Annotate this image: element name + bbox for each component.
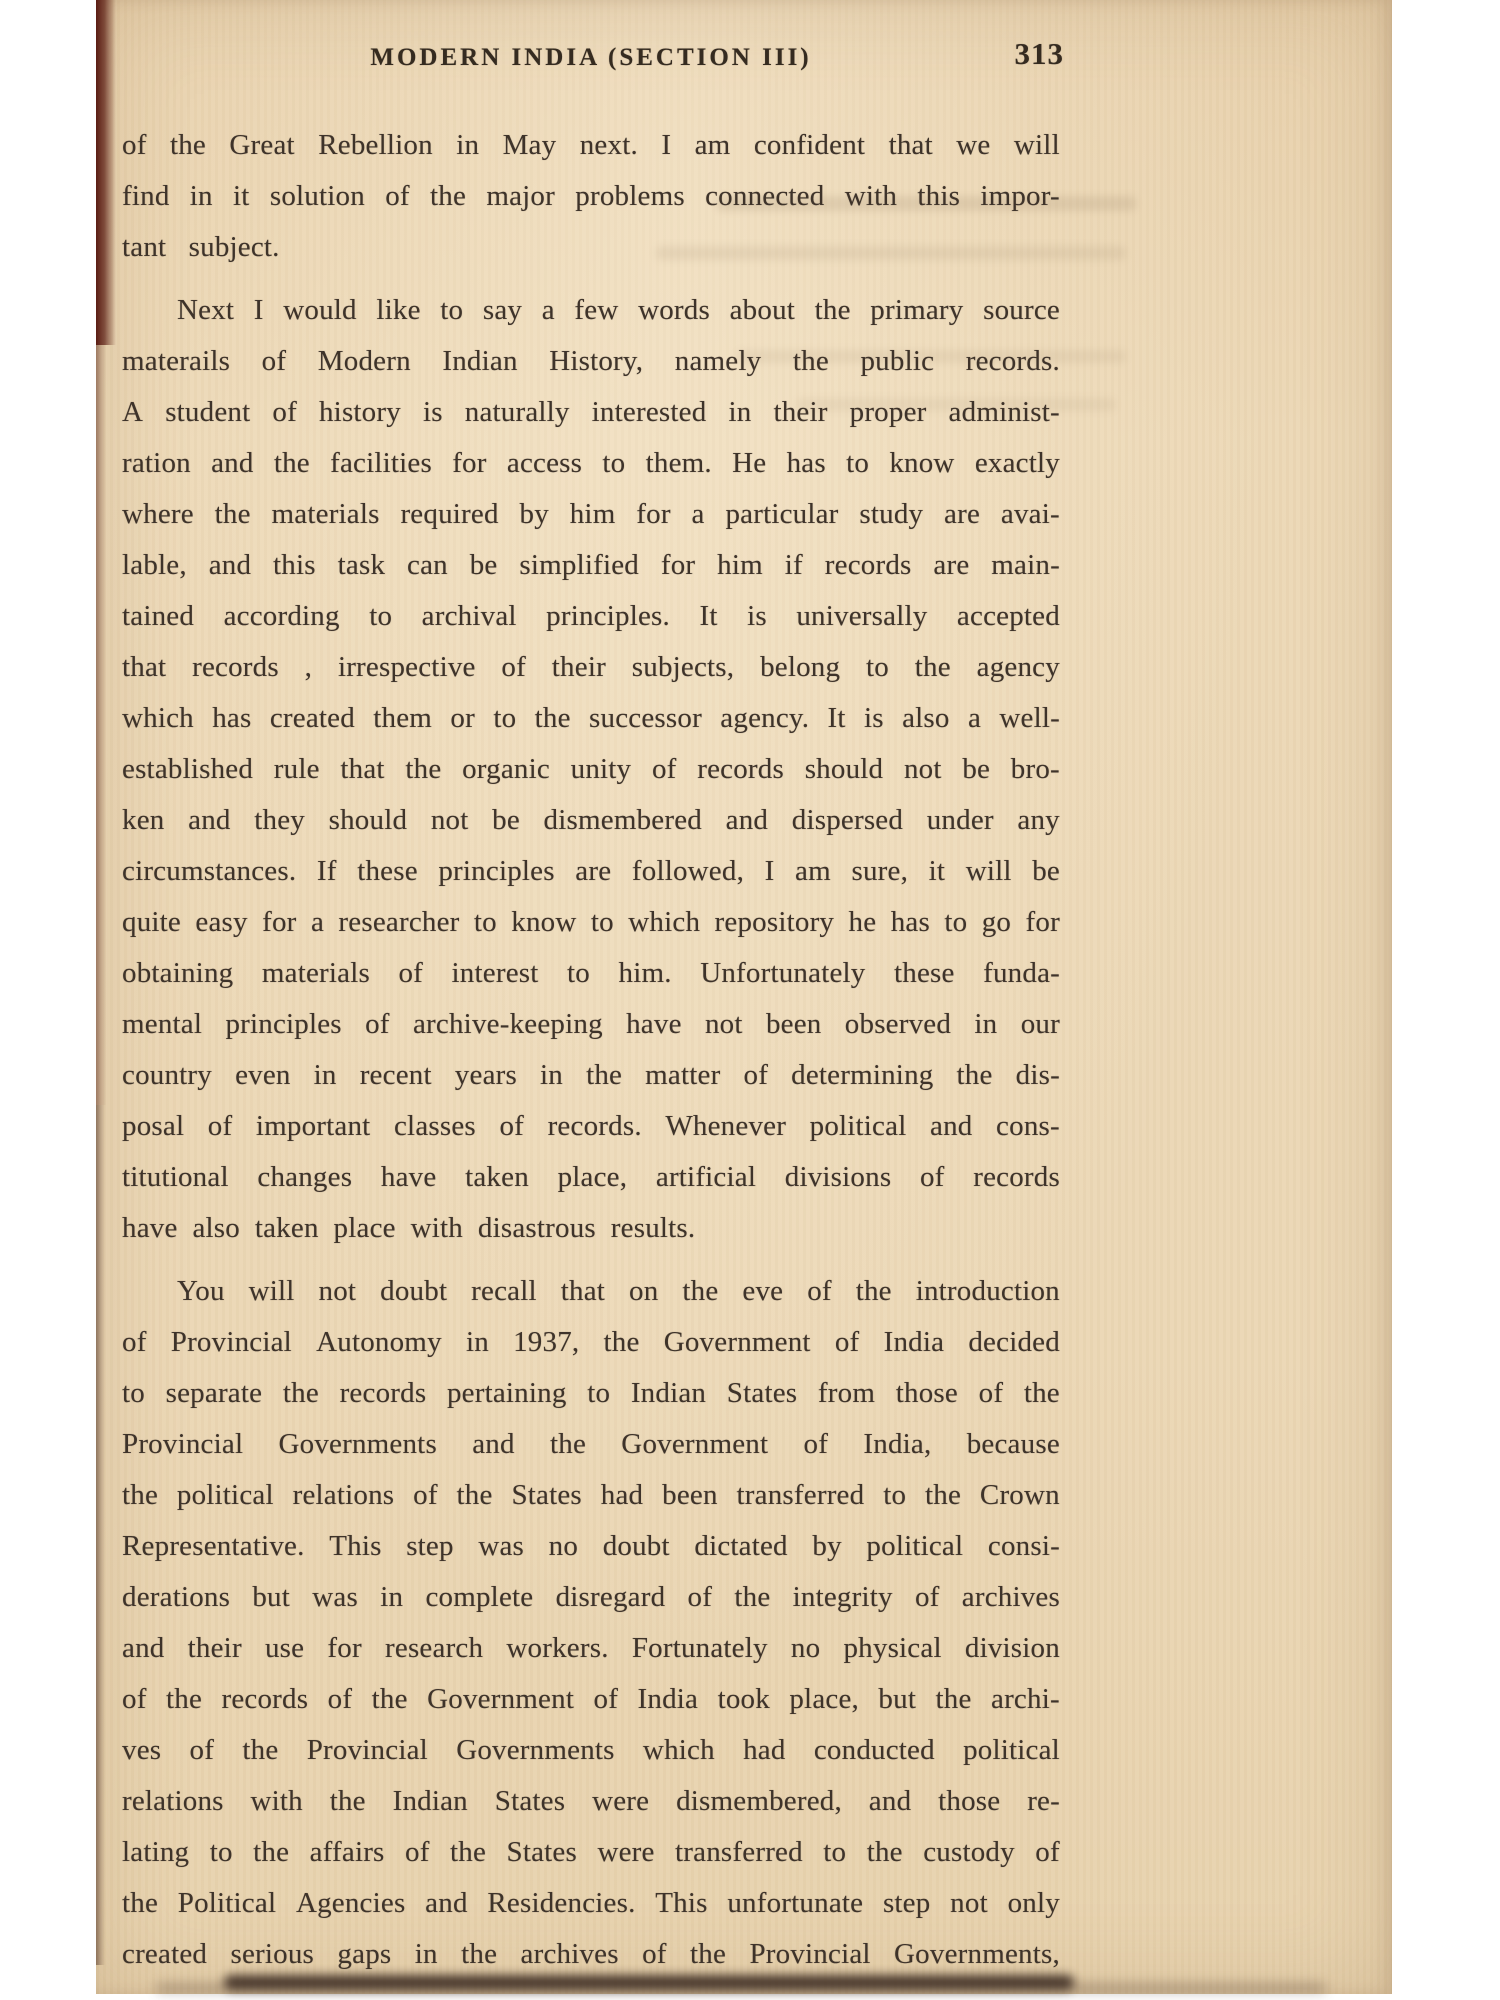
text-line: obtaining materials of interest to him. Unfortunately these funda- [122, 957, 1060, 989]
body-text [122, 120, 1060, 1992]
text-line: country even in recent years in the matter of determining the dis- [122, 1059, 1060, 1091]
text-line: mental principles of archive-keeping have not been observed in our [122, 1008, 1060, 1040]
text-line: materails of Modern Indian History, namely the public records. [122, 345, 1060, 377]
text-line: lating to the affairs of the States were transferred to the custody of [122, 1836, 1060, 1868]
text-line: circumstances. If these principles are followed, I am sure, it will be [122, 855, 1060, 887]
text-line: and their use for research workers. Fortunately no physical division [122, 1632, 1060, 1664]
paragraph [122, 120, 1060, 273]
text-line: titutional changes have taken place, artificial divisions of records [122, 1161, 1060, 1193]
text-line: of the Great Rebellion in May next. I am confident that we will [122, 129, 1060, 161]
text-line: to separate the records pertaining to Indian States from those of the [122, 1377, 1060, 1409]
text-line: posal of important classes of records. Whenever political and cons- [122, 1110, 1060, 1142]
text-line: quite easy for a researcher to know to which repository he has to go for [122, 906, 1060, 938]
text-line: which has created them or to the successor agency. It is also a well- [122, 702, 1060, 734]
text-line: where the materials required by him for a particular study are avai- [122, 498, 1060, 530]
text-line: of Provincial Autonomy in 1937, the Government of India decided [122, 1326, 1060, 1358]
text-line: of the records of the Government of India took place, but the archi- [122, 1683, 1060, 1715]
text-line: have also taken place with disastrous results. [122, 1212, 696, 1244]
text-line: tained according to archival principles. It is universally accepted [122, 600, 1060, 632]
spine-shadow-top [96, 0, 116, 345]
running-header [122, 36, 1064, 84]
text-line: ken and they should not be dismembered and dispersed under any [122, 804, 1060, 836]
paragraph [122, 1266, 1060, 1980]
text-line: tant subject. [122, 231, 280, 263]
spine-shadow-bottom [96, 1105, 105, 1965]
text-line: that records , irrespective of their subjects, belong to the agency [122, 651, 1060, 683]
text-line: find in it solution of the major problems connected with this impor- [122, 180, 1060, 212]
text-line: established rule that the organic unity of records should not be bro- [122, 753, 1060, 785]
text-line: Next I would like to say a few words about the primary source [177, 294, 1060, 326]
text-line: lable, and this task can be simplified for him if records are main- [122, 549, 1060, 581]
text-line: You will not doubt recall that on the eve of the introduction [177, 1275, 1060, 1307]
text-line: ration and the facilities for access to them. He has to know exactly [122, 447, 1060, 479]
book-page [96, 0, 1392, 1994]
paragraph [122, 285, 1060, 1254]
text-line: relations with the Indian States were dismembered, and those re- [122, 1785, 1060, 1817]
text-line: the Political Agencies and Residencies. This unfortunate step not only [122, 1887, 1060, 1919]
text-line: ves of the Provincial Governments which had conducted political [122, 1734, 1060, 1766]
text-line: A student of history is naturally interested in their proper administ- [122, 396, 1060, 428]
text-line: Representative. This step was no doubt dictated by political consi- [122, 1530, 1060, 1562]
text-line: created serious gaps in the archives of the Provincial Governments, [122, 1938, 1060, 1970]
page-title: MODERN INDIA (SECTION III) [370, 44, 812, 71]
bottom-edge-shadow [224, 1975, 1074, 1990]
page-number: 313 [1014, 36, 1064, 71]
text-line: derations but was in complete disregard of the integrity of archives [122, 1581, 1060, 1613]
text-line: the political relations of the States had been transferred to the Crown [122, 1479, 1060, 1511]
text-line: Provincial Governments and the Government of India, because [122, 1428, 1060, 1460]
spine-shadow-middle [96, 345, 106, 1105]
